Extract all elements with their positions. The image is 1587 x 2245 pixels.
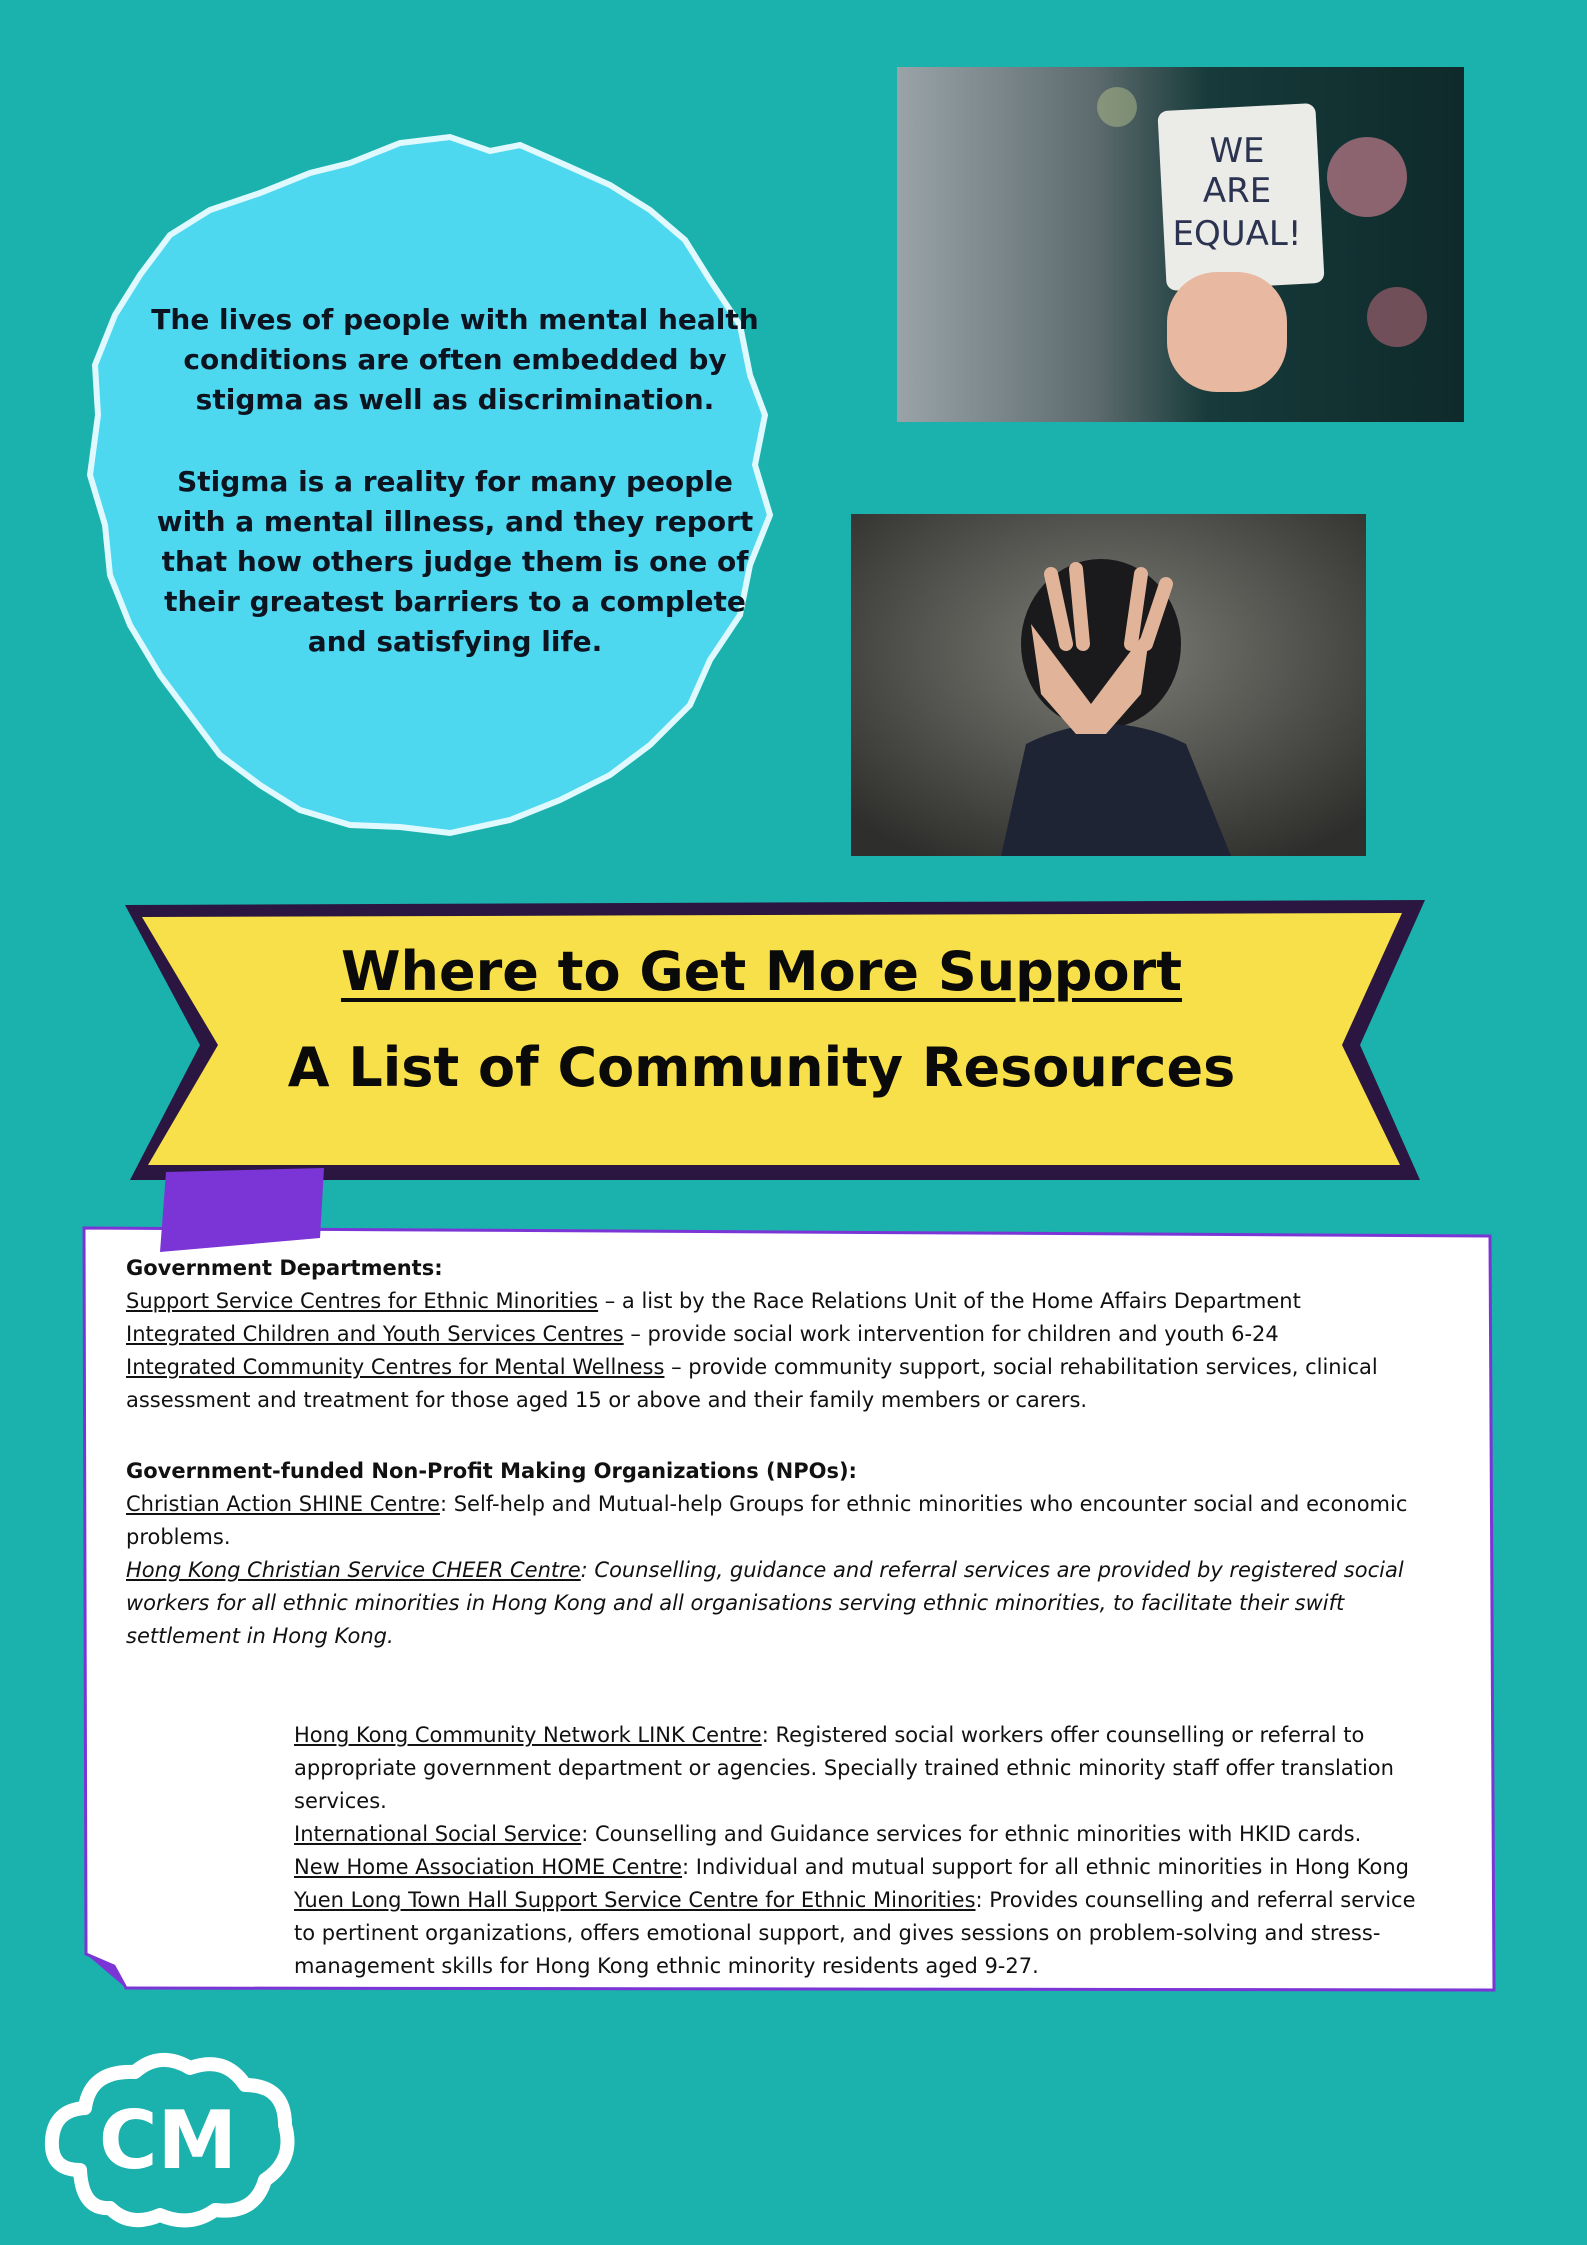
npo-link-2[interactable]: Hong Kong Christian Service CHEER Centre — [126, 1558, 581, 1582]
npo-heading: Government-funded Non-Profit Making Organizations (NPOs): — [126, 1459, 857, 1483]
npo-item-2 — [126, 1554, 1426, 1653]
gov-item-2 — [126, 1318, 1426, 1351]
note-line-1: WE — [1209, 131, 1265, 171]
banner-subtitle: A List of Community Resources — [287, 1036, 1236, 1099]
resources-list — [126, 1252, 1426, 1983]
npo-item-4 — [294, 1818, 1426, 1851]
purple-tab — [160, 1168, 324, 1252]
government-heading: Government Departments: — [126, 1256, 443, 1280]
npo-link-1[interactable]: Christian Action SHINE Centre — [126, 1492, 440, 1516]
npo-item-6 — [294, 1884, 1426, 1983]
intro-paragraph-1: The lives of people with mental health conditions are often embedded by stigma as well as discrimination. — [151, 303, 759, 416]
cm-logo — [40, 2050, 300, 2230]
note-line-3: EQUAL! — [1172, 214, 1302, 254]
logo-text: CM — [98, 2094, 238, 2187]
intro-paragraph-2: Stigma is a reality for many people with a mental illness, and they report that how others judge them is one of their greatest barriers to a complete and satisfying life. — [156, 465, 754, 658]
npo-desc-3: : Registered social workers offer counselling or referral to appropriate government department or agencies. Specially trained ethnic minority staff offer translation services. — [294, 1723, 1394, 1813]
npo-desc-6: : Provides counselling and referral service to pertinent organizations, offers emotional support, and gives sessions on problem-solving and stress-management skills for Hong Kong ethnic minority residents aged 9-27. — [294, 1888, 1416, 1978]
gov-item-1 — [126, 1285, 1426, 1318]
npo-link-4[interactable]: International Social Service — [294, 1822, 582, 1846]
gov-link-1[interactable]: Support Service Centres for Ethnic Minorities — [126, 1289, 599, 1313]
gov-item-3 — [126, 1351, 1426, 1417]
photo-we-are-equal — [897, 67, 1464, 422]
gov-link-2[interactable]: Integrated Children and Youth Services Centres — [126, 1322, 624, 1346]
npo-desc-2: : Counselling, guidance and referral services are provided by registered social workers for all ethnic minorities in Hong Kong and all organisations serving ethnic minorities, to facilitate their swift settlement in Hong Kong. — [126, 1558, 1404, 1648]
npo-desc-5: : Individual and mutual support for all ethnic minorities in Hong Kong — [682, 1855, 1410, 1879]
gov-desc-2: – provide social work intervention for children and youth 6-24 — [623, 1322, 1279, 1346]
gov-desc-3: – provide community support, social rehabilitation services, clinical assessment and treatment for those aged 15 or above and their family members or carers. — [126, 1355, 1378, 1412]
npo-item-5 — [294, 1851, 1426, 1884]
npo-more-list — [126, 1719, 1426, 1983]
npo-link-5[interactable]: New Home Association HOME Centre — [294, 1855, 683, 1879]
banner-title: Where to Get More Support — [340, 940, 1183, 1003]
intro-text — [140, 300, 770, 704]
npo-link-6[interactable]: Yuen Long Town Hall Support Service Centre for Ethnic Minorities — [294, 1888, 976, 1912]
npo-desc-4: : Counselling and Guidance services for ethnic minorities with HKID cards. — [581, 1822, 1362, 1846]
photo-covering-face — [851, 514, 1366, 856]
gov-desc-1: – a list by the Race Relations Unit of the Home Affairs Department — [598, 1289, 1301, 1313]
npo-item-3 — [294, 1719, 1426, 1818]
npo-item-1 — [126, 1488, 1426, 1554]
npo-link-3[interactable]: Hong Kong Community Network LINK Centre — [294, 1723, 762, 1747]
gov-link-3[interactable]: Integrated Community Centres for Mental Wellness — [126, 1355, 665, 1379]
npo-desc-1: : Self-help and Mutual-help Groups for ethnic minorities who encounter social and economic problems. — [126, 1492, 1408, 1549]
note-line-2: ARE — [1202, 171, 1272, 211]
